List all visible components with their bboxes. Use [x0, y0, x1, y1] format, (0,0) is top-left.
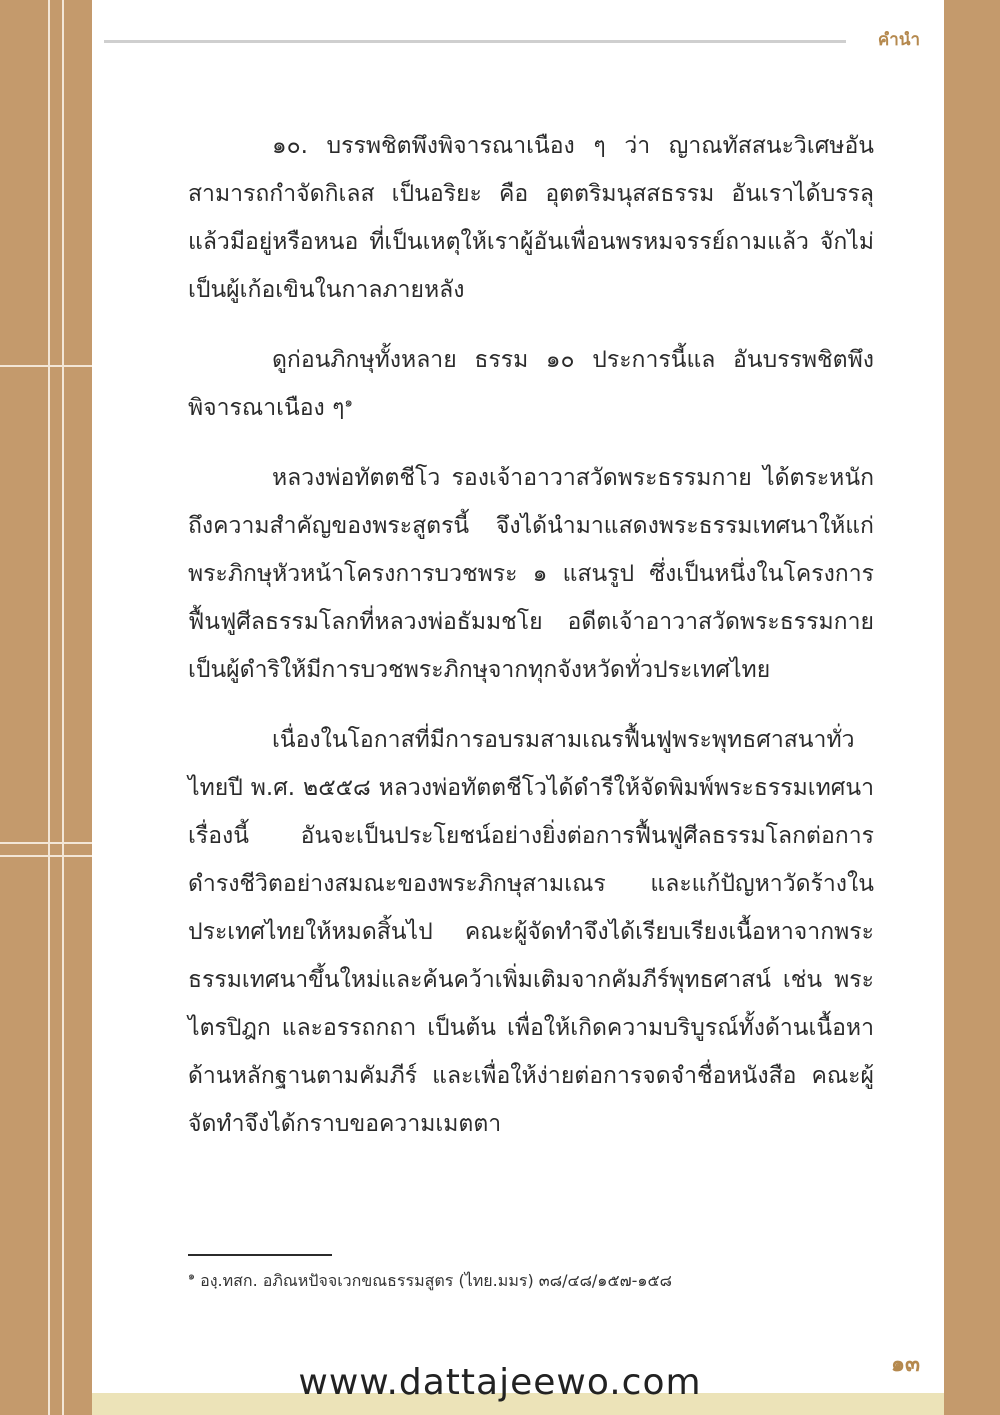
page-number: ๑๓: [890, 1352, 920, 1377]
page-header-title: คำนำ: [877, 30, 920, 50]
strip-line: [0, 842, 92, 844]
paragraph: [188, 122, 874, 314]
paragraph-text: หลวงพ่อทัตตชีโว รองเจ้าอาวาสวัดพระธรรมกาย ได้ตระหนักถึงความสำคัญของพระสูตรนี้ จึงได้นำมาแสดงพระธรรมเทศนาให้แก่พระภิกษุหัวหน้าโครงการบวชพระ ๑ แสนรูป ซึ่งเป็นหนึ่งในโครงการฟื้นฟูศีลธรรมโลกที่หลวงพ่อธัมมชโย อดีตเจ้าอาวาสวัดพระธรรมกาย เป็นผู้ดำริให้มีการบวชพระภิกษุจากทุกจังหวัดทั่วประเทศไทย: [188, 465, 874, 683]
paragraph: [188, 716, 874, 1148]
right-decorative-strip: [944, 0, 1000, 1415]
strip-line: [0, 855, 92, 857]
header-rule: [104, 40, 846, 43]
footnote-reference[interactable]: ๑: [344, 395, 353, 411]
footnote-rule: [188, 1254, 332, 1256]
page-body: [188, 122, 874, 1170]
paragraph: [188, 336, 874, 432]
footnote-marker: ๑: [188, 1269, 195, 1283]
footnote-text: องฺ.ทสก. อภิณหปัจจเวกขณธรรมสูตร (ไทย.มมร) ๓๘/๔๘/๑๕๗-๑๕๘: [200, 1271, 672, 1290]
strip-line: [48, 0, 50, 1415]
strip-line: [62, 0, 64, 1415]
paragraph: [188, 454, 874, 694]
paragraph-text: ๑๐. บรรพชิตพึงพิจารณาเนือง ๆ ว่า ญาณทัสสนะวิเศษอันสามารถกำจัดกิเลส เป็นอริยะ คือ อุตตริมนุสสธรรม อันเราได้บรรลุแล้วมีอยู่หรือหนอ ที่เป็นเหตุให้เราผู้อันเพื่อนพรหมจรรย์ถามแล้ว จักไม่เป็นผู้เก้อเขินในกาลภายหลัง: [188, 133, 874, 303]
paragraph-text: ดูก่อนภิกษุทั้งหลาย ธรรม ๑๐ ประการนี้แล อันบรรพชิตพึงพิจารณาเนือง ๆ: [188, 347, 874, 421]
paragraph-text: เนื่องในโอกาสที่มีการอบรมสามเณรฟื้นฟูพระพุทธศาสนาทั่วไทยปี พ.ศ. ๒๕๕๘ หลวงพ่อทัตตชีโวได้ดำรีให้จัดพิมพ์พระธรรมเทศนาเรื่องนี้ อันจะเป็นประโยชน์อย่างยิ่งต่อการฟื้นฟูศีลธรรมโลกต่อการดำรงชีวิตอย่างสมณะของพระภิกษุสามเณร และแก้ปัญหาวัดร้างในประเทศไทยให้หมดสิ้นไป คณะผู้จัดทำจึงได้เรียบเรียงเนื้อหาจากพระธรรมเทศนาขึ้นใหม่และค้นคว้าเพิ่มเติมจากคัมภีร์พุทธศาสน์ เช่น พระไตรปิฎก และอรรถกถา เป็นต้น เพื่อให้เกิดความบริบูรณ์ทั้งด้านเนื้อหา ด้านหลักฐานตามคัมภีร์ และเพื่อให้ง่ายต่อการจดจำชื่อหนังสือ คณะผู้จัดทำจึงได้กราบขอความเมตตา: [188, 727, 874, 1137]
strip-line: [0, 365, 92, 367]
watermark-url: www.dattajeewo.com: [298, 1362, 702, 1403]
footnote: [188, 1268, 868, 1294]
left-decorative-strip: [0, 0, 92, 1415]
